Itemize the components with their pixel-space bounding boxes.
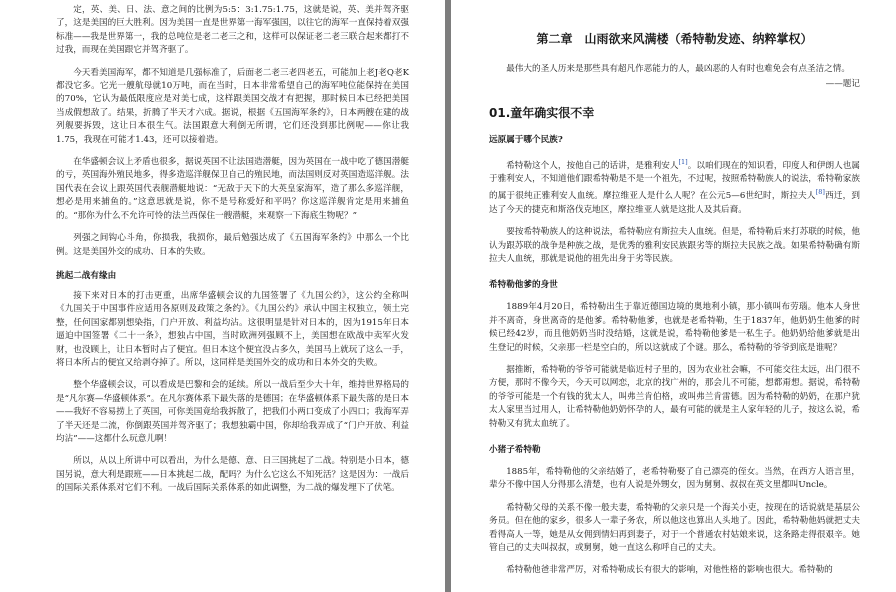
section-heading: 挑起二战有缘由 — [56, 270, 117, 281]
paragraph: 列强之间钩心斗角，你损我，我损你，最后勉强达成了《五国海军条约》中那么一个比例。这是美国外交的成功、日本的失败。 — [56, 233, 409, 257]
subsection-heading: 远原属于哪个民族? — [489, 134, 563, 145]
paragraph: 要按希特勒族人的这种说法，希特勒应有斯拉夫人血统。但是，希特勒后来打苏联的时候，他认为跟苏联的战争是种族之战，是优秀的雅利安民族跟劣等的斯拉夫民族之战。如果希特勒确有斯拉夫人血统，那就是说他的祖先出身于劣等民族。 — [489, 227, 860, 264]
paragraph: 希特勒父母的关系不像一般夫妻，希特勒的父亲只是一个海关小吏，按现在的话说就是基层公务员。但在他的家乡，很多人一辈子务农，所以他这也算出人头地了。因此，希特勒他妈就把丈夫看得高人一等，她是从女佣到情妇再到妻子，对于一个普通农村姑娘来说，这条路走得很艰辛。她管自己的丈夫叫叔叔，或舅舅，她一直这么称呼自己的丈夫。 — [489, 502, 860, 554]
paragraph: 希特勒他爸非常严厉，对希特勒成长有很大的影响，对他性格的影响也很大。希特勒的 — [506, 565, 833, 576]
paragraph — [489, 156, 860, 217]
section-title: 01.童年确实很不幸 — [489, 105, 595, 120]
paragraph: 今天看美国海军，都不知道是几强标准了，后面老二老三老四老五，可能加上老J老Q老K都没它多。它光一艘航母就10万吨，而在当时，日本非常希望自己的海军吨位能保持在美国的70%，它认为最低限度应是对美七成，这样跟美国交战才有把握，那时候日本已经把美国当成假想敌了。结果，折腾了半天才六成。据说，根据《五国海军条约》，日本两艘在建的战列舰要拆毁，这让日本很生气。法国跟意大利倒无所谓，它们还没到那比例呢——你让我1.75，我现在可能才1.43，还可以接着造。 — [56, 67, 409, 145]
subsection-heading: 希特勒他爹的身世 — [489, 280, 558, 291]
paragraph: 1889年4月20日，希特勒出生于靠近德国边境的奥地利小镇，那小镇叫布劳瑙。他本人身世并不离奇，身世离奇的是他爹。希特勒他爹，也就是老希特勒，生于1837年，他奶奶生他爹的时候已经42岁，而且他奶奶当时没结婚，这就是说，希特勒他爹是一私生子。他奶奶给他爹就是出生登记的时候，父亲那一栏是空白的，所以这就成了个谜。那么，希特勒的爷爷到底是谁呢？ — [489, 302, 860, 353]
footnote-link[interactable]: [8] — [815, 188, 825, 197]
subsection-heading: 小猪子希特勒 — [489, 445, 541, 456]
paragraph-text: 希特勒这个人，按他自己的话讲，是雅利安人 — [506, 160, 679, 171]
paragraph: 据推断，希特勒的爷爷可能就是临近村子里的，因为农业社会嘛，不可能交往太远，出门很不方便，那时不像今天，今天可以网恋，北京的找广州的，那会儿不可能，想都甭想。据说，希特勒的爷爷可能是一个有钱的犹太人，叫弗兰肯伯格，或叫弗兰肯雷德。因为希特勒的奶奶，在那户犹太人家里当过用人，让希特勒他奶奶怀孕的人，最有可能的就是主人家年轻的儿子，按这么说，希特勒又有犹太血统了。 — [489, 365, 860, 429]
paragraph: 接下来对日本的打击更重，出席华盛顿会议的九国签署了《九国公约》，这公约全称叫《九国关于中国事件应适用各原则及政策之条约》。《九国公约》承认中国主权独立，领土完整，任何国家都别想染指，门户开放、利益均沾。这很明显是针对日本的，因为1915年日本逼迫中国签署《二十一条》，想独占中国，当时欧洲列强顾不上，美国想在欧战中卖军火发财，也没顾上，让日本暂时占了便宜。但日本这个便宜没占多久，美国马上就玩了这么一手，将日本所占的便宜又给剥夺掉了。所以，这同样是美国外交的成功和日本外交的失败。 — [56, 290, 409, 368]
paragraph: 1885年，希特勒他的父亲结婚了，老希特勒娶了自己漂亮的侄女。当然，在西方人语言里，辈分不像中国人分得那么清楚，也有人说是外甥女，因为舅舅、叔叔在英文里都叫Uncle。 — [489, 467, 860, 491]
footnote-link[interactable]: [1] — [678, 157, 688, 166]
chapter-title: 第二章 山雨欲来风满楼（希特勒发迹、纳粹掌权） — [536, 32, 813, 46]
paragraph: 定，英、美、日、法、意之间的比例为5:5：3:1.75:1.75，这就是说，英、美并驾齐驱了，这是美国的巨大胜利。因为美国一直是世界第一海军强国，以往它的海军一直保持着双强标准——我是世界第一，我的总吨位是老二老三之和，这样可以保证老二老三联合起来都打不过我，而现在美国跟它并驾齐驱了。 — [56, 5, 409, 56]
paragraph: 在华盛顿会议上矛盾也很多，据说英国不让法国造潜艇，因为英国在一战中吃了德国潜艇的亏，英国海外殖民地多，得多造巡洋舰保卫自己的殖民地，而法国则反对英国造巡洋舰。法国代表在会议上跟英国代表舰潜艇地说：“无敌于天下的大英皇家海军，造了那么多巡洋舰，想必是用来捕鱼的。”这意思就是说，你不是号称爱好和平吗？你这巡洋舰肯定是用来捕鱼的。“那你为什么不允许可怜的法兰西保住一艘潜艇，来观察一下海底生物呢？” — [56, 157, 409, 221]
right-page[interactable] — [451, 0, 896, 592]
epigraph: 最伟大的圣人历来是那些具有超凡作恶能力的人，最凶恶的人有时也难免会有点圣洁之情。 — [506, 64, 850, 74]
paragraph: 所以，从以上所讲中可以看出，为什么是德、意、日三国挑起了二战。特别是小日本，德国另说，意大利是跟班——日本挑起二战，配吗？为什么它这么不知死活？这是因为：一战后的国际关系体系对它们不利。一战后国际关系体系的如此调整，为二战的爆发埋下了伏笔。 — [56, 456, 409, 494]
epigraph-signature: ——题记 — [825, 79, 860, 90]
left-page[interactable] — [0, 0, 445, 592]
paragraph-text: 。以咱们现在的知识看，印度人和伊朗人也属于雅利安人，不知道他们跟希特勒是不是一个祖先，不过呢，按照希特勒族人的说法，希特勒家族的属于很纯正雅利安人血统。摩拉维亚人是什么人呢？在公元5—6世纪时，斯拉夫人 — [489, 160, 860, 202]
paragraph-text: 西迁，到达了今天的捷克和斯洛伐克地区，摩拉维亚人就是这批人及其后裔。 — [489, 191, 860, 215]
paragraph: 整个华盛顿会议，可以看成是巴黎和会的延续。所以一战后至少大十年，维持世界格局的是“凡尔赛—华盛顿体系”。在凡尔赛体系下最失落的是德国；在华盛顿体系下最失落的是日本——我好不容易捞上了英国，可你美国竟给我拆散了，把我们小两口变成了小四口；我海军弄了半天还是二流，你倒跟英国并驾齐驱了；我想独霸中国，你却给我弄成了“门户开放、利益均沾”——这都什么玩意儿啊！ — [56, 380, 409, 444]
